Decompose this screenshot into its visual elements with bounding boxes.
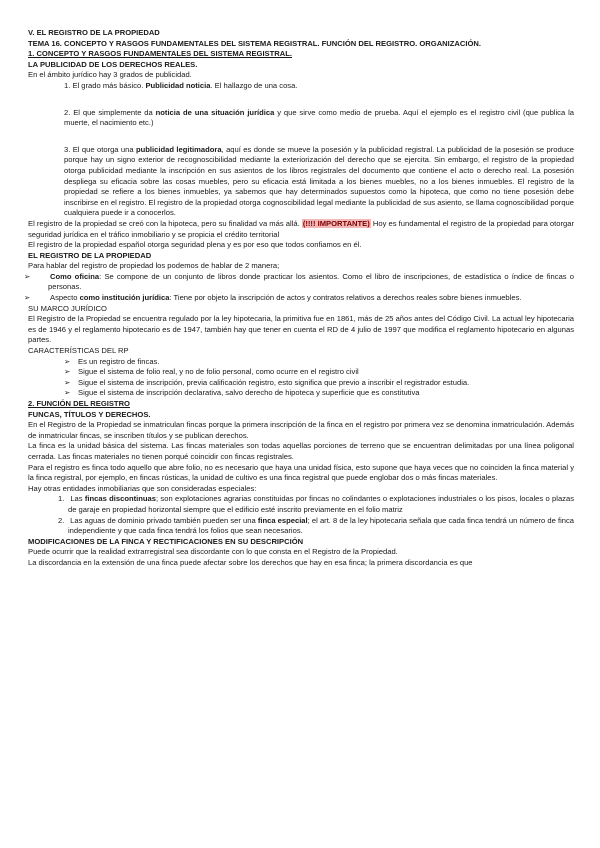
seguridad-paragraph: El registro de la propiedad español otorga seguridad plena y es por eso que todos confiamos en él. bbox=[28, 240, 362, 250]
funcion-paragraph-3: Para el registro es finca todo aquello que abre folio, no es necesario que haya una unidad física, esto supone que haya veces que no coinciden la finca material y la finca registral, por ejemplo, en fincas rústicas, la unidad de cultivo es una finca registral que puede englobar dos o más fincas materiales. bbox=[28, 462, 574, 483]
document-page bbox=[24, 28, 574, 569]
modificaciones-paragraph-2: La discordancia en la extensión de una finca puede afectar sobre los derechos que hay en esa finca; la primera discordancia es que bbox=[28, 557, 473, 567]
funcion-heading: 2. FUNCIÓN DEL REGISTRO bbox=[28, 399, 130, 408]
registro-item-institucion: ➢ Aspecto como institución jurídica: Tiene por objeto la inscripción de actos y contratos relativos a derechos reales sobre bienes inmuebles. bbox=[24, 293, 522, 303]
subsection-heading: 1. CONCEPTO Y RASGOS FUNDAMENTALES DEL SISTEMA REGISTRAL. bbox=[28, 49, 292, 59]
arrow-bullet-icon: ➢ bbox=[64, 377, 71, 387]
list-item: ➢ Es un registro de fincas. bbox=[64, 356, 160, 366]
entidades-list bbox=[28, 494, 574, 536]
grado-1: 1. El grado más básico. Publicidad noticia. El hallazgo de una cosa. bbox=[64, 80, 298, 90]
funcion-paragraph-4: Hay otras entidades inmobiliarias que son consideradas especiales: bbox=[28, 483, 257, 493]
important-highlight: (!!!! IMPORTANTE) bbox=[302, 218, 370, 228]
section-heading: V. EL REGISTRO DE LA PROPIEDAD bbox=[28, 28, 160, 37]
marco-paragraph: El Registro de la Propiedad se encuentra regulado por la ley hipotecaria, la primitiva fue en 1861, más de 25 años antes del Código Civil. La actual ley hipotecaria es de 1946 y el reglamento hipotecario es de 1947, también hay que tener en cuenta el RD de 4 julio de 1997 que modifica el reglamento hipotecario en algunas partes. bbox=[28, 314, 574, 345]
marco-heading: SU MARCO JURÍDICO bbox=[28, 303, 107, 313]
registro-heading: EL REGISTRO DE LA PROPIEDAD bbox=[28, 250, 152, 260]
list-item: ➢ Sigue el sistema de folio real, y no de folio personal, como ocurre en el registro civil bbox=[64, 367, 359, 377]
caracteristicas-heading: CARACTERÍSTICAS DEL RP bbox=[28, 346, 129, 356]
modificaciones-heading: MODIFICACIONES DE LA FINCA Y RECTIFICACIONES EN SU DESCRIPCIÓN bbox=[28, 536, 304, 546]
hipoteca-paragraph: El registro de la propiedad se creó con la hipoteca, pero su finalidad va más allá. (!!!! IMPORTANTE) Hoy es fundamental el registro de la propiedad para otorgar seguridad jurídica en el tráfico inmobiliario y se propicia el crédito territorial bbox=[28, 218, 574, 239]
intro-text: En el ámbito jurídico hay 3 grados de publicidad. bbox=[28, 70, 192, 80]
funcion-subheading: FUNCAS, TÍTULOS Y DERECHOS. bbox=[28, 409, 151, 419]
arrow-bullet-icon: ➢ bbox=[64, 388, 71, 398]
grado-2: 2. El que simplemente da noticia de una situación jurídica y que sirve como medio de prueba. Aquí el ejemplo es el registro civil (que publica la muerte, el nacimiento etc.) bbox=[64, 107, 574, 128]
registro-intro: Para hablar del registro de propiedad los podemos de hablar de 2 manera; bbox=[28, 261, 280, 271]
arrow-bullet-icon: ➢ bbox=[24, 293, 31, 303]
grado-3: 3. El que otorga una publicidad legitimadora, aquí es donde se mueve la posesión y la publicidad registral. La publicidad de la posesión se produce porque hay un signo exterior de recognoscibilidad mediante la exteriorización del derecho que se ejercita. Sin embargo, el registro de la propiedad otorga publicidad mediante la inscripción en sus asientos de los libros registrales del documento que contiene el acto o derecho real. La posesión despliega su eficacia sobre las cosas muebles, pero su eficacia está limitada a los bienes muebles, no a los bienes inmuebles. El registro de la propiedad se refiere a los bienes inmuebles, ya sabemos que hay determinados supuestos como la hipoteca, que como no tiene posesión debe inscribirse en el registro. El registro de la propiedad otorga cognoscibilidad legal mediante la publicidad de sus asiento, se llama cognoscibilidad porque cualquiera puede ir a conocerlos. bbox=[64, 144, 574, 218]
list-item: 1. Las fincas discontinuas; son explotaciones agrarias constituidas por fincas no colindantes o explotaciones industriales o los pisos, locales o plazas de garaje en propiedad horizontal siempre que el edificio esté inscrito previamente en el folio matriz bbox=[58, 494, 574, 514]
publicidad-heading: LA PUBLICIDAD DE LOS DERECHOS REALES. bbox=[28, 59, 198, 69]
list-item: ➢ Sigue el sistema de inscripción, previa calificación registro, esto significa que previo a inscribir el registrador estudia. bbox=[64, 377, 470, 387]
arrow-bullet-icon: ➢ bbox=[64, 356, 71, 366]
tema-heading: TEMA 16. CONCEPTO Y RASGOS FUNDAMENTALES DEL SISTEMA REGISTRAL. FUNCIÓN DEL REGISTRO. ORGANIZACIÓN. bbox=[28, 38, 481, 48]
caracteristicas-list bbox=[28, 357, 574, 399]
list-item: ➢ Sigue el sistema de inscripción declarativa, salvo derecho de hipoteca y superficie que es constitutiva bbox=[64, 388, 420, 398]
arrow-bullet-icon: ➢ bbox=[24, 271, 31, 281]
list-item: 2. Las aguas de dominio privado también pueden ser una finca especial; el art. 8 de la ley hipotecaria señala que cada finca tendrá un número de finca independiente y que cada finca tendrá los folios que sean necesarios. bbox=[58, 515, 574, 536]
modificaciones-paragraph-1: Puede ocurrir que la realidad extrarregistral sea discordante con lo que consta en el Registro de la Propiedad. bbox=[28, 547, 398, 557]
funcion-paragraph-1: En el Registro de la Propiedad se inmatriculan fincas porque la primera inscripción de la finca en el registro por primera vez se denomina inmatriculación. Además de inmatricular fincas, se inscriben títulos y se publican derechos. bbox=[28, 420, 574, 440]
registro-item-oficina: ➢ Como oficina: Se compone de un conjunto de libros donde practicar los asientos. Como el libro de inscripciones, de estadística o índice de fincas o personas. bbox=[24, 271, 574, 292]
funcion-paragraph-2: La finca es la unidad básica del sistema. Las fincas materiales son todas aquellas porciones de terreno que se encuentran delimitadas por una línea poligonal cerrada. Las fincas materiales no tienen porqué coincidir con fincas registrales. bbox=[28, 441, 574, 461]
arrow-bullet-icon: ➢ bbox=[64, 367, 71, 377]
